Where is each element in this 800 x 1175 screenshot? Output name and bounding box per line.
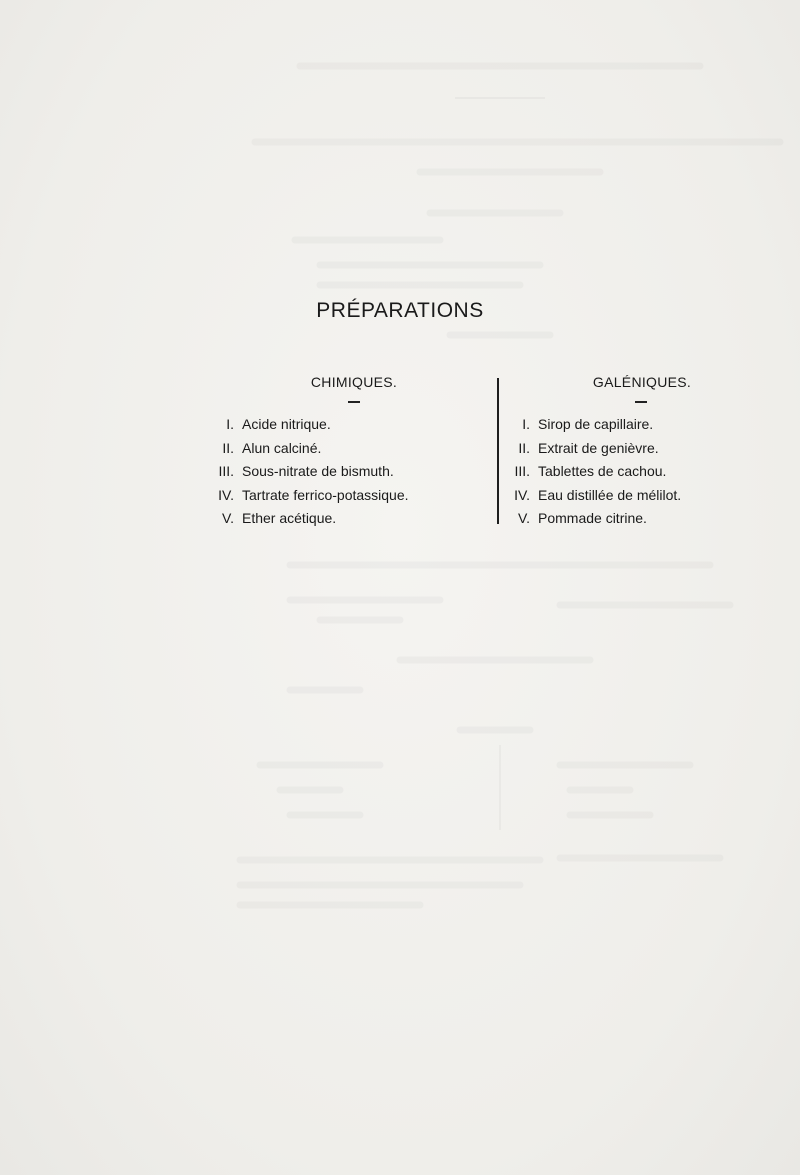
item-number: V. [222,510,234,526]
item-text: Eau distillée de mélilot. [538,486,682,503]
item-text: Tartrate ferrico-potassique. [242,486,409,503]
list-item [484,484,681,508]
item-number: II. [518,439,530,456]
list-item [484,413,681,437]
item-number: V. [518,510,530,526]
item-text: Sous-nitrate de bismuth. [242,463,394,479]
list-item [196,437,409,461]
item-number: III. [218,463,234,479]
item-number: IV. [514,486,530,503]
item-number: III. [514,463,530,479]
item-text: Acide nitrique. [242,416,331,432]
list-item [196,484,409,508]
page-title: PRÉPARATIONS [316,299,484,322]
item-text: Pommade citrine. [538,510,647,526]
item-number: IV. [218,486,234,503]
list-item [484,437,681,461]
item-number: II. [222,439,234,456]
list-item [196,507,409,531]
galeniques-list [484,413,681,531]
item-text: Tablettes de cachou. [538,463,667,479]
heading-dash-left [348,401,360,403]
item-text: Alun calciné. [242,439,322,456]
item-text: Extrait de genièvre. [538,439,659,456]
list-item [196,460,409,484]
heading-dash-right [635,401,647,403]
list-item [196,413,409,437]
item-text: Ether acétique. [242,510,337,526]
chimiques-list [196,413,409,531]
column-heading-galeniques: GALÉNIQUES. [592,374,692,390]
list-item [484,460,681,484]
list-item [484,507,681,531]
item-text: Sirop de capillaire. [538,416,654,432]
column-heading-chimiques: CHIMIQUES. [310,374,398,390]
item-number: I. [226,416,234,432]
item-number: I. [522,416,530,432]
